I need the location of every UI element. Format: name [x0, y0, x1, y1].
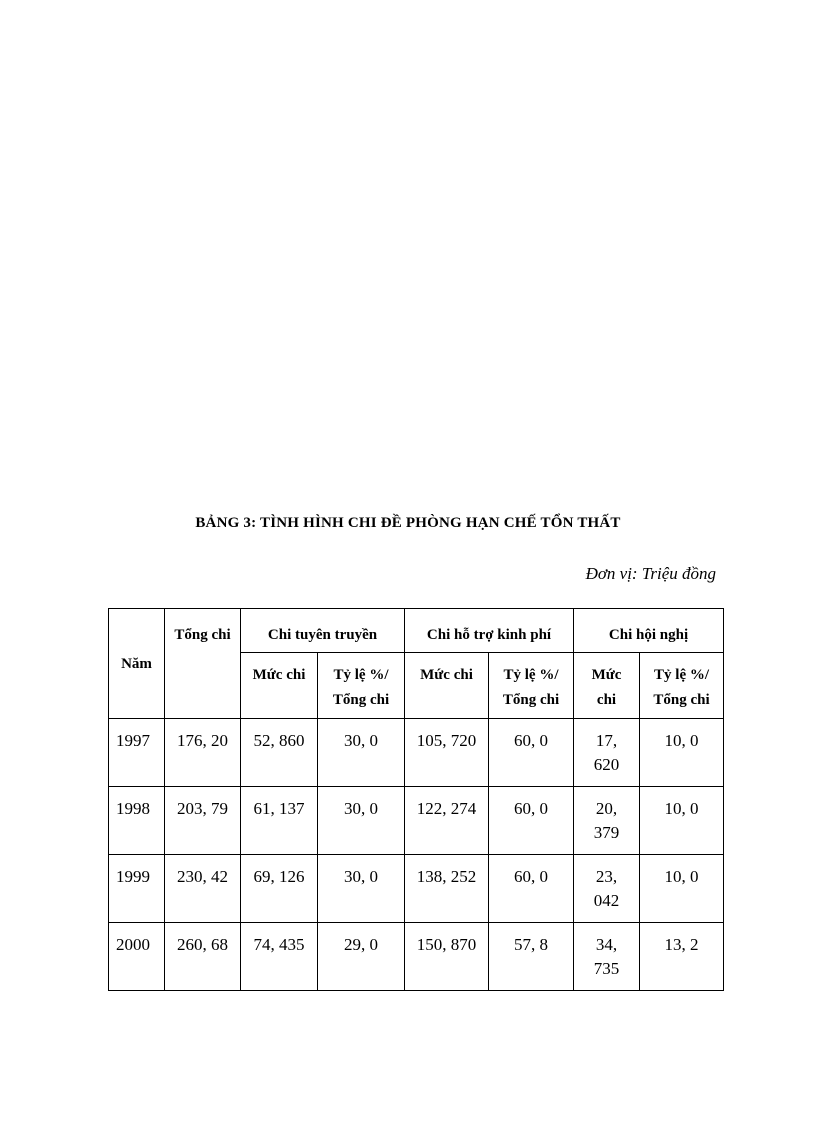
cell-prop-level: 52, 860 [241, 719, 318, 787]
cell-fund-ratio: 60, 0 [489, 855, 574, 923]
cell-conf-ratio: 10, 0 [640, 855, 724, 923]
cell-prop-ratio: 30, 0 [318, 719, 405, 787]
cell-conf-ratio: 13, 2 [640, 923, 724, 991]
header-year: Năm [109, 609, 165, 719]
cell-conf-level-b: 735 [593, 959, 620, 978]
cell-prop-level: 69, 126 [241, 855, 318, 923]
conf-level-line-1: Mức [591, 667, 622, 683]
cell-total: 176, 20 [165, 719, 241, 787]
cell-total: 230, 42 [165, 855, 241, 923]
cell-conf-level [574, 787, 640, 855]
cell-fund-level: 122, 274 [405, 787, 489, 855]
unit-label: Đơn vị: Triệu đồng [585, 564, 716, 583]
cell-prop-ratio: 30, 0 [318, 855, 405, 923]
cell-fund-ratio: 57, 8 [489, 923, 574, 991]
cell-total: 260, 68 [165, 923, 241, 991]
ratio-line-1: Tỷ lệ %/ [503, 667, 559, 683]
cell-conf-level-a: 34, [595, 935, 618, 954]
cell-conf-level-a: 17, [595, 731, 618, 750]
cell-conf-level [574, 719, 640, 787]
header-fund-level: Mức chi [405, 653, 489, 719]
cell-prop-ratio: 29, 0 [318, 923, 405, 991]
header-propaganda: Chi tuyên truyền [241, 609, 405, 653]
header-funding: Chi hỗ trợ kinh phí [405, 609, 574, 653]
table-row [109, 719, 724, 787]
table-row [109, 923, 724, 991]
cell-prop-level: 74, 435 [241, 923, 318, 991]
cell-conf-level [574, 923, 640, 991]
cell-conf-ratio: 10, 0 [640, 719, 724, 787]
table-row [109, 787, 724, 855]
expense-table [108, 608, 724, 991]
header-fund-ratio [489, 653, 574, 719]
header-conf-ratio [640, 653, 724, 719]
cell-year: 1997 [109, 719, 165, 787]
ratio-line-1: Tỷ lệ %/ [333, 667, 389, 683]
header-prop-level: Mức chi [241, 653, 318, 719]
header-conference: Chi hội nghị [574, 609, 724, 653]
cell-fund-ratio: 60, 0 [489, 787, 574, 855]
table-row [109, 855, 724, 923]
cell-conf-level-b: 379 [593, 823, 620, 842]
header-conf-level [574, 653, 640, 719]
cell-year: 1999 [109, 855, 165, 923]
cell-fund-level: 138, 252 [405, 855, 489, 923]
ratio-line-2: Tổng chi [653, 692, 710, 708]
ratio-line-2: Tổng chi [332, 692, 390, 708]
cell-total: 203, 79 [165, 787, 241, 855]
cell-conf-level [574, 855, 640, 923]
cell-prop-ratio: 30, 0 [318, 787, 405, 855]
cell-year: 1998 [109, 787, 165, 855]
conf-level-line-2: chi [596, 692, 617, 708]
cell-conf-ratio: 10, 0 [640, 787, 724, 855]
ratio-line-2: Tổng chi [502, 692, 560, 708]
cell-fund-level: 150, 870 [405, 923, 489, 991]
ratio-line-1: Tỷ lệ %/ [654, 667, 710, 683]
cell-conf-level-b: 042 [593, 891, 620, 910]
header-prop-ratio [318, 653, 405, 719]
cell-conf-level-a: 23, [595, 867, 618, 886]
table-title: BẢNG 3: TÌNH HÌNH CHI ĐỀ PHÒNG HẠN CHẾ TỔN THẤT [195, 515, 621, 531]
header-row-1 [109, 609, 724, 653]
cell-year: 2000 [109, 923, 165, 991]
cell-fund-ratio: 60, 0 [489, 719, 574, 787]
cell-conf-level-a: 20, [595, 799, 618, 818]
cell-fund-level: 105, 720 [405, 719, 489, 787]
header-total: Tổng chi [165, 609, 241, 719]
cell-prop-level: 61, 137 [241, 787, 318, 855]
cell-conf-level-b: 620 [593, 755, 620, 774]
